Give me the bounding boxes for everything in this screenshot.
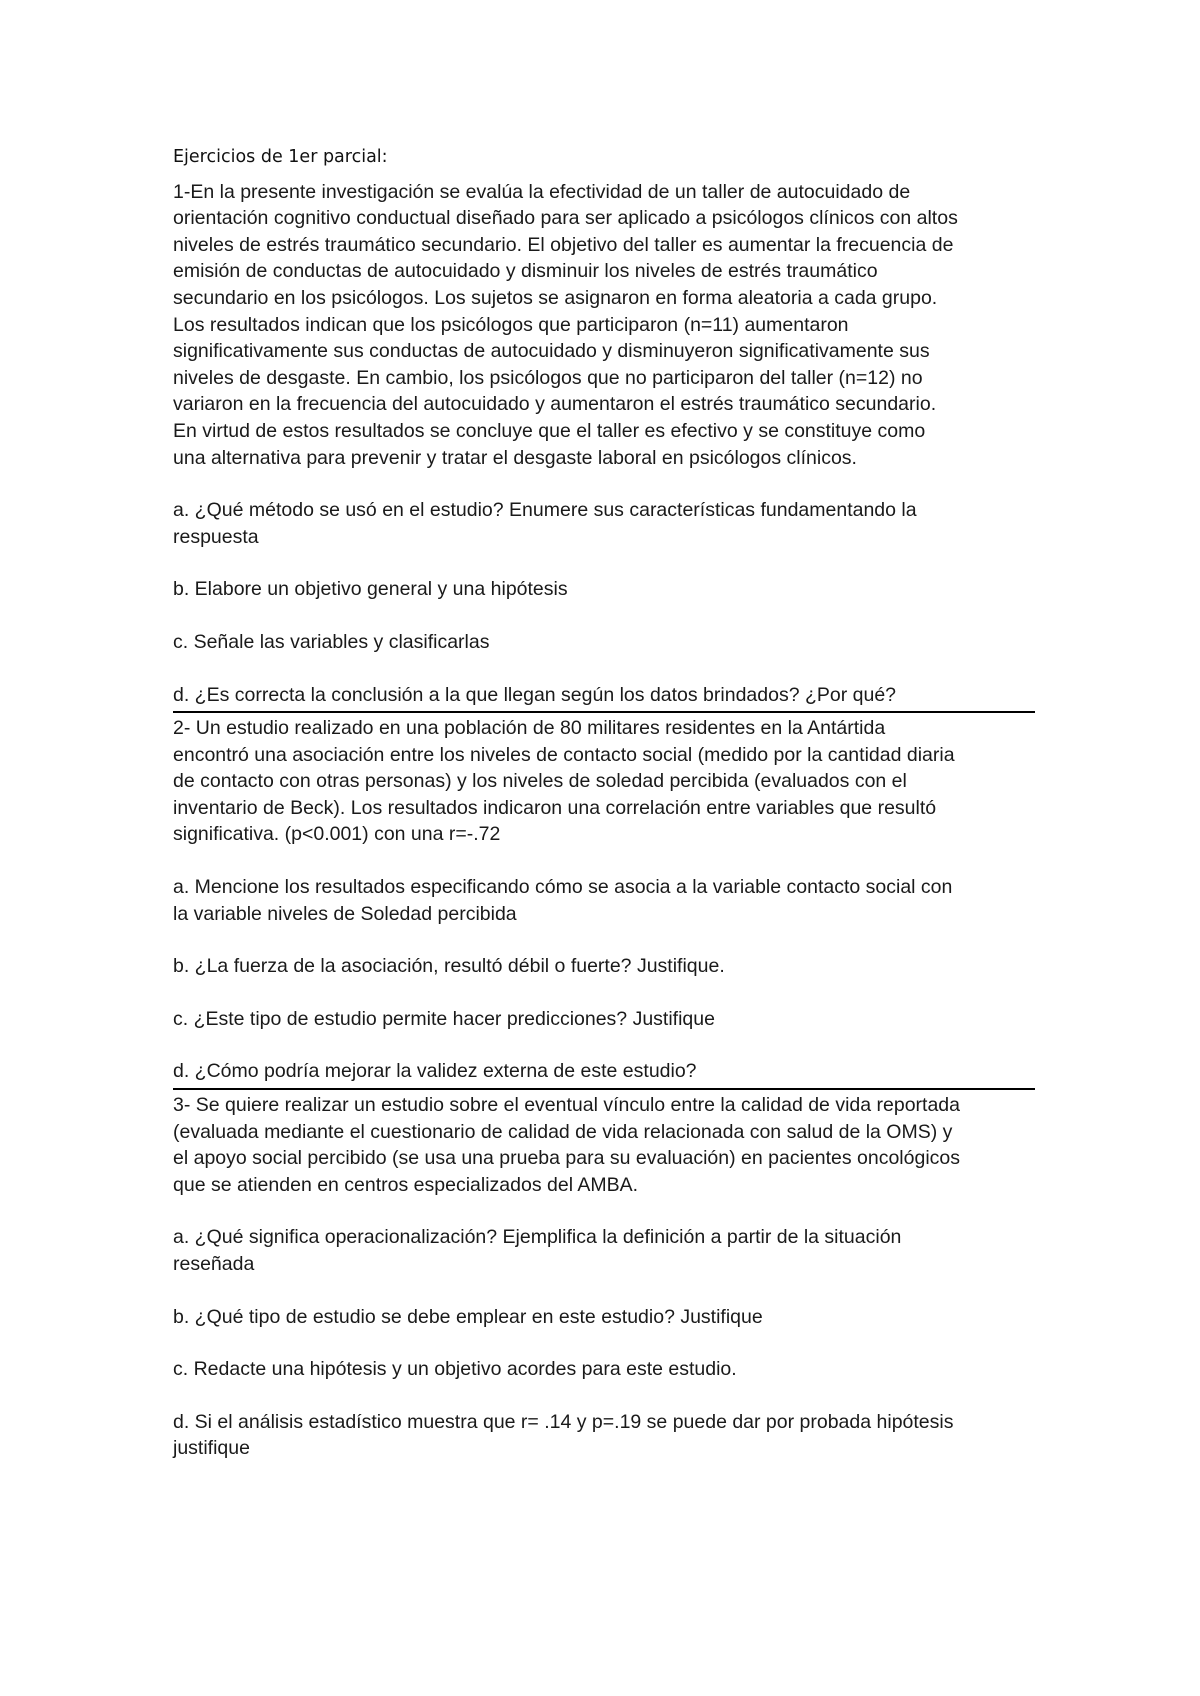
exercise-1-question-d: d. ¿Es correcta la conclusión a la que llegan según los datos brindados? ¿Por qué? [173,683,897,706]
document-page [173,144,1035,1462]
exercise-1-question-b: b. Elabore un objetivo general y una hipótesis [173,578,568,601]
section-divider-1 [173,711,1035,713]
exercise-3-question-d: d. Si el análisis estadístico muestra que r= .14 y p=.19 se puede dar por probada hipótesis justifique [173,1410,954,1460]
exercise-1-question-c: c. Señale las variables y clasificarlas [173,630,490,653]
section-divider-2 [173,1088,1035,1090]
exercise-3-question-b: b. ¿Qué tipo de estudio se debe emplear en este estudio? Justifique [173,1305,763,1328]
exercise-2-question-d: d. ¿Cómo podría mejorar la validez externa de este estudio? [173,1060,697,1083]
exercise-2-question-c: c. ¿Este tipo de estudio permite hacer predicciones? Justifique [173,1007,715,1030]
exercise-3-question-c: c. Redacte una hipótesis y un objetivo acordes para este estudio. [173,1358,737,1381]
exercise-2-question-b: b. ¿La fuerza de la asociación, resultó débil o fuerte? Justifique. [173,955,725,978]
document-title: Ejercicios de 1er parcial: [173,147,388,167]
exercise-3-statement: 3- Se quiere realizar un estudio sobre el eventual vínculo entre la calidad de vida reportada (evaluada mediante el cuestionario de calidad de vida relacionada con salud de la OMS) y el apoyo social percibido (se usa una prueba para su evaluación) en pacientes oncológicos que se atienden en centros especializados del AMBA. [173,1094,961,1196]
exercise-1-question-a: a. ¿Qué método se usó en el estudio? Enumere sus características fundamentando la respuesta [173,499,917,548]
exercise-3-question-a: a. ¿Qué significa operacionalización? Ejemplifica la definición a partir de la situación reseñada [173,1226,902,1275]
exercise-1 [173,179,1035,709]
exercise-3 [173,1092,1035,1462]
exercise-2-question-a: a. Mencione los resultados especificando cómo se asocia a la variable contacto social con la variable niveles de Soledad percibida [173,876,953,925]
exercise-2-statement: 2- Un estudio realizado en una población de 80 militares residentes en la Antártida encontró una asociación entre los niveles de contacto social (medido por la cantidad diaria de contacto con otras personas) y los niveles de soledad percibida (evaluados con el inventario de Beck). Los resultados indicaron una correlación entre variables que resultó significativa. (p<0.001) con una r=-.72 [173,717,955,846]
exercise-1-statement: 1-En la presente investigación se evalúa la efectividad de un taller de autocuidado de orientación cognitivo conductual diseñado para ser aplicado a psicólogos clínicos con altos niveles de estrés traumático secundario. El objetivo del taller es aumentar la frecuencia de emisión de conductas de autocuidado y disminuir los niveles de estrés traumático secundario en los psicólogos. Los sujetos se asignaron en forma aleatoria a cada grupo. Los resultados indican que los psicólogos que participaron (n=11) aumentaron significativamente sus conductas de autocuidado y disminuyeron significativamente sus niveles de desgaste. En cambio, los psicólogos que no participaron del taller (n=12) no variaron en la frecuencia del autocuidado y aumentaron el estrés traumático secundario. En virtud de estos resultados se concluye que el taller es efectivo y se constituye como una alternativa para prevenir y tratar el desgaste laboral en psicólogos clínicos. [173,180,958,469]
exercise-2 [173,715,1035,1085]
